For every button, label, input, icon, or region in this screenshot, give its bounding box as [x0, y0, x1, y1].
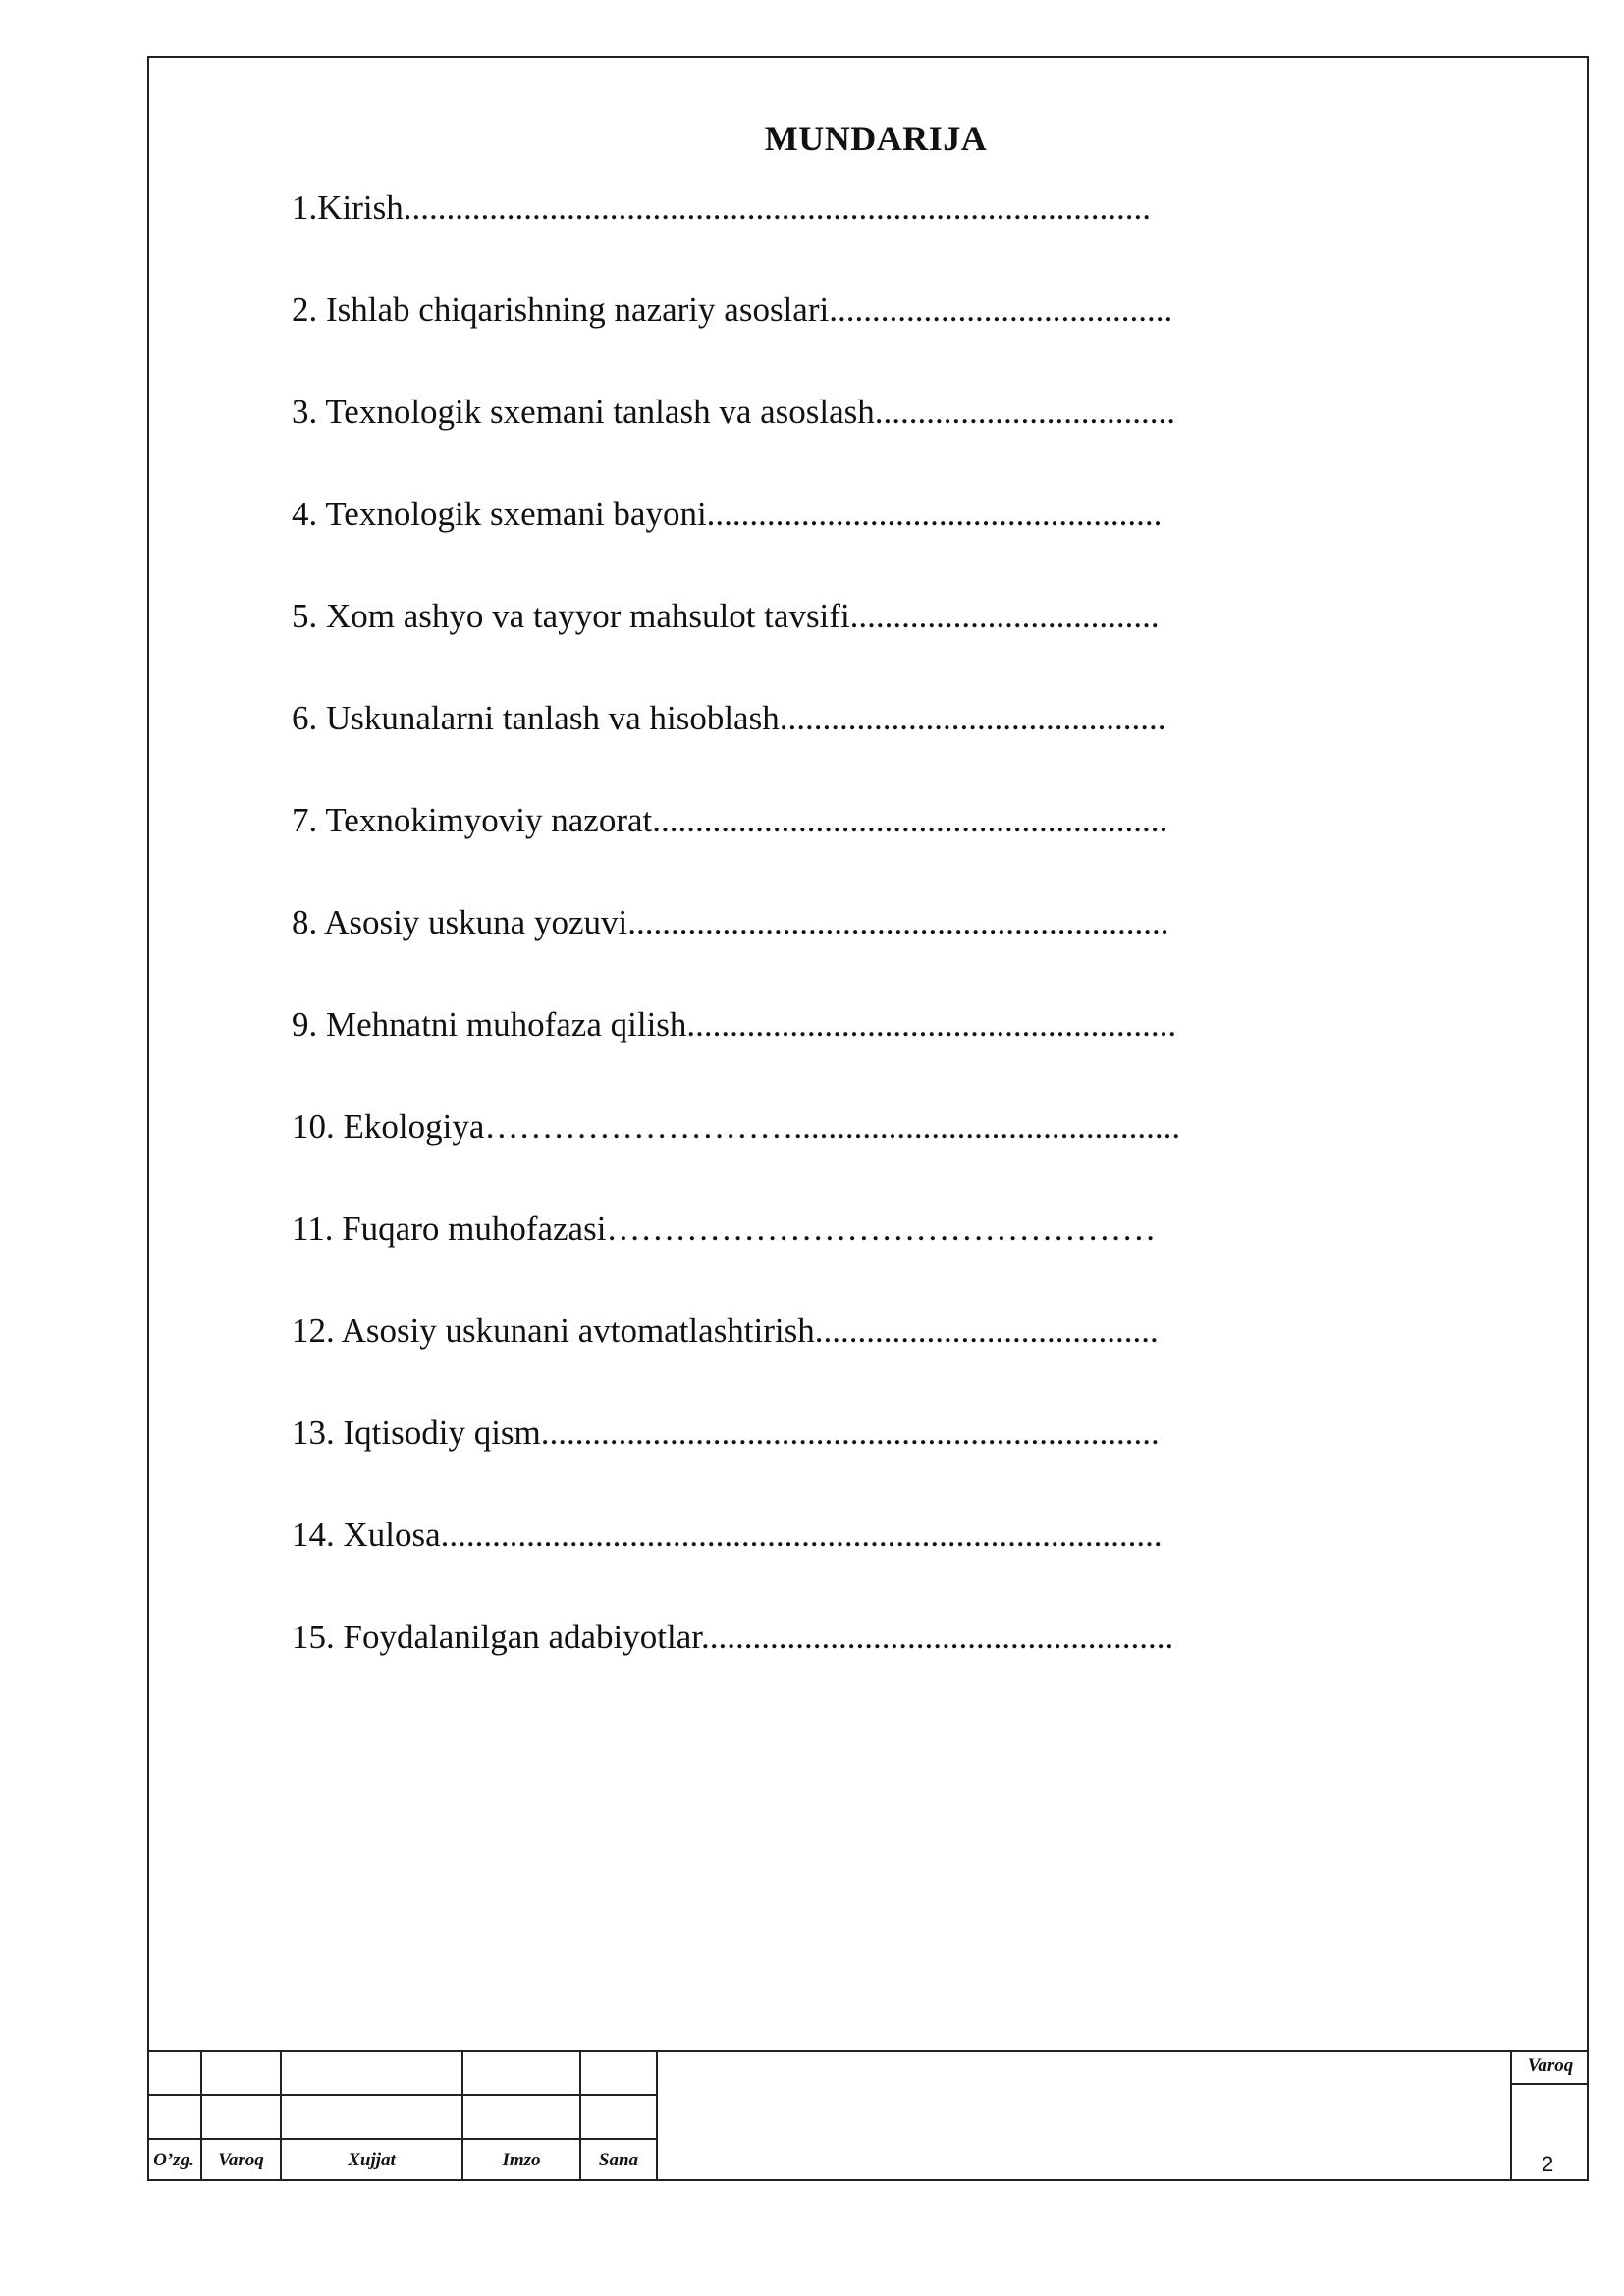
toc-item: 6. Uskunalarni tanlash va hisoblash.............................................: [292, 699, 1166, 737]
title-block-row-line: [147, 2094, 658, 2096]
title-block-row-line: [147, 2138, 658, 2140]
toc-item: 12. Asosiy uskunani avtomatlashtirish........................................: [292, 1311, 1159, 1350]
sheet-label: Varoq: [1527, 2056, 1574, 2076]
toc-item: 7. Texnokimyoviy nazorat............................................................: [292, 801, 1168, 839]
sheet-cell-divider: [1510, 2083, 1589, 2085]
toc-item: 9. Mehnatni muhofaza qilish.........................................................: [292, 1005, 1177, 1043]
toc-item: 13. Iqtisodiy qism........................................................................: [292, 1414, 1160, 1452]
signature-label: Imzo: [502, 2150, 541, 2170]
drawing-title-block: [147, 2050, 1589, 2181]
page-number: 2: [1542, 2152, 1554, 2176]
page-title: MUNDARIJA: [764, 119, 988, 158]
toc-item: 10. Ekologiya……………………….............................................: [292, 1107, 1181, 1146]
toc-item: 8. Asosiy uskuna yozuvi...............................................................: [292, 903, 1169, 941]
title-block-col-line: [656, 2050, 658, 2181]
date-label: Sana: [598, 2150, 639, 2170]
table-of-contents: [292, 187, 1313, 1718]
toc-item: 11. Fuqaro muhofazasi…………………………………………: [292, 1209, 1157, 1248]
toc-item: 1.Kirish.......................................................................................: [292, 188, 1151, 227]
toc-item: 15. Foydalanilgan adabiyotlar.......................................................: [292, 1618, 1174, 1656]
toc-item: 14. Xulosa....................................................................................: [292, 1516, 1163, 1554]
toc-item: 2. Ishlab chiqarishning nazariy asoslari........................................: [292, 291, 1173, 329]
title-block-top-line: [147, 2050, 1589, 2052]
toc-item: 4. Texnologik sxemani bayoni.....................................................: [292, 495, 1163, 533]
toc-item: 3. Texnologik sxemani tanlash va asoslash...................................: [292, 393, 1176, 431]
sheet-col-label: Varoq: [218, 2150, 264, 2170]
document-label: Xujjat: [348, 2150, 396, 2170]
change-label: O’zg.: [153, 2150, 194, 2170]
toc-item: 5. Xom ashyo va tayyor mahsulot tavsifi....................................: [292, 597, 1160, 635]
